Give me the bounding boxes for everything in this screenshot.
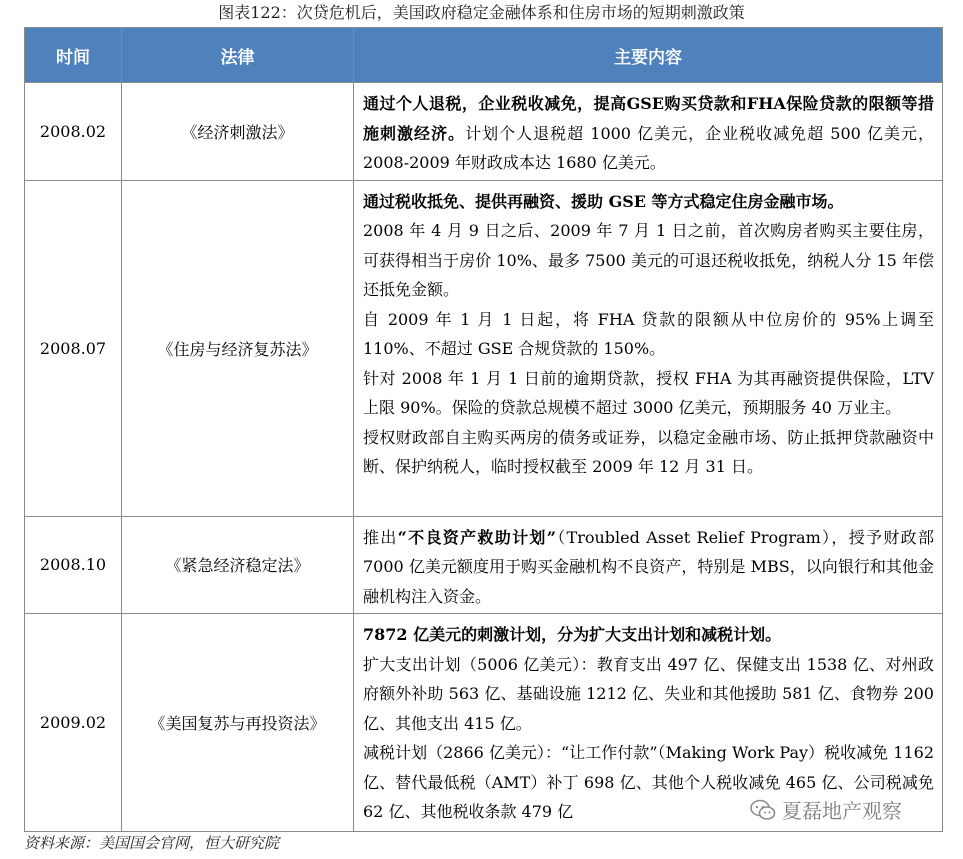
header-time: 时间 [25, 28, 122, 83]
content-paragraph: 自 2009 年 1 月 1 日起，将 FHA 贷款的限额从中位房价的 95%上调至 110%、不超过 GSE 合规贷款的 150%。 [363, 309, 934, 358]
content-highlight: 通过税收抵免、提供再融资、援助 GSE 等方式稳定住房金融市场。 [363, 191, 844, 211]
row-law: 《紧急经济稳定法》 [122, 516, 354, 614]
policy-table [24, 27, 943, 832]
content-text: （Troubled Asset Relief Program），授予财政部 7000 亿美元额度用于购买金融机构不良资产，特别是 MBS，以向银行和其他金融机构注入资金。 [363, 527, 934, 606]
content-paragraph [363, 523, 934, 612]
content-highlight: 通过个人退税，企业税收减免，提高GSE购买贷款和FHA保险贷款的限额等措施刺激经济。 [363, 94, 934, 143]
row-content [354, 516, 943, 614]
header-content: 主要内容 [354, 28, 943, 83]
content-paragraph: 减税计划（2866 亿美元）：“让工作付款”（Making Work Pay）税收减免 1162 亿、替代最低税（AMT）补丁 698 亿、其他个人税收减免 465 亿、公司税减免 62 亿、其他税收条款 479 亿 [363, 743, 934, 821]
watermark-text: 夏磊地产观察 [782, 799, 902, 823]
table-row [25, 180, 943, 516]
row-date: 2008.02 [25, 83, 122, 181]
row-content [354, 180, 943, 516]
row-law: 《美国复苏与再投资法》 [122, 614, 354, 832]
table-row [25, 516, 943, 614]
figure-title: 图表122：次贷危机后，美国政府稳定金融体系和住房市场的短期刺激政策 [218, 3, 745, 22]
content-paragraph: 授权财政部自主购买两房的债务或证券，以稳定金融市场、防止抵押贷款融资中断、保护纳税人，临时授权截至 2009 年 12 月 31 日。 [363, 427, 934, 476]
content-paragraph: 针对 2008 年 1 月 1 日前的逾期贷款，授权 FHA 为其再融资提供保险，LTV 上限 90%。保险的贷款总规模不超过 3000 亿美元，预期服务 40 万业主。 [363, 368, 934, 417]
row-date: 2008.10 [25, 516, 122, 614]
row-content [354, 83, 943, 181]
source-note: 资料来源：美国国会官网，恒大研究院 [24, 834, 280, 852]
wechat-icon [750, 799, 776, 821]
content-paragraph: 2008 年 4 月 9 日之后、2009 年 7 月 1 日之前，首次购房者购买主要住房，可获得相当于房价 10%、最多 7500 美元的可退还税收抵免，纳税人分 15 年偿还抵免金额。 [363, 221, 934, 299]
watermark [750, 795, 902, 824]
content-highlight: 7872 亿美元的刺激计划，分为扩大支出计划和减税计划。 [363, 625, 782, 644]
content-paragraph [363, 89, 934, 178]
row-law: 《经济刺激法》 [122, 83, 354, 181]
content-highlight: “不良资产救助计划” [397, 527, 556, 547]
table-row [25, 83, 943, 181]
content-text-prefix: 推出 [363, 527, 398, 547]
header-law: 法律 [122, 28, 354, 83]
row-date: 2008.07 [25, 180, 122, 516]
content-paragraph: 扩大支出计划（5006 亿美元）：教育支出 497 亿、保健支出 1538 亿、对州政府额外补助 563 亿、基础设施 1212 亿、失业和其他援助 581 亿、食物券 200 亿、其他支出 415 亿。 [363, 654, 934, 733]
table-header-row [25, 28, 943, 83]
content-text: 计划个人退税超 1000 亿美元，企业税收减免超 500 亿美元，2008-2009 年财政成本达 1680 亿美元。 [363, 123, 934, 172]
row-law: 《住房与经济复苏法》 [122, 180, 354, 516]
row-date: 2009.02 [25, 614, 122, 832]
